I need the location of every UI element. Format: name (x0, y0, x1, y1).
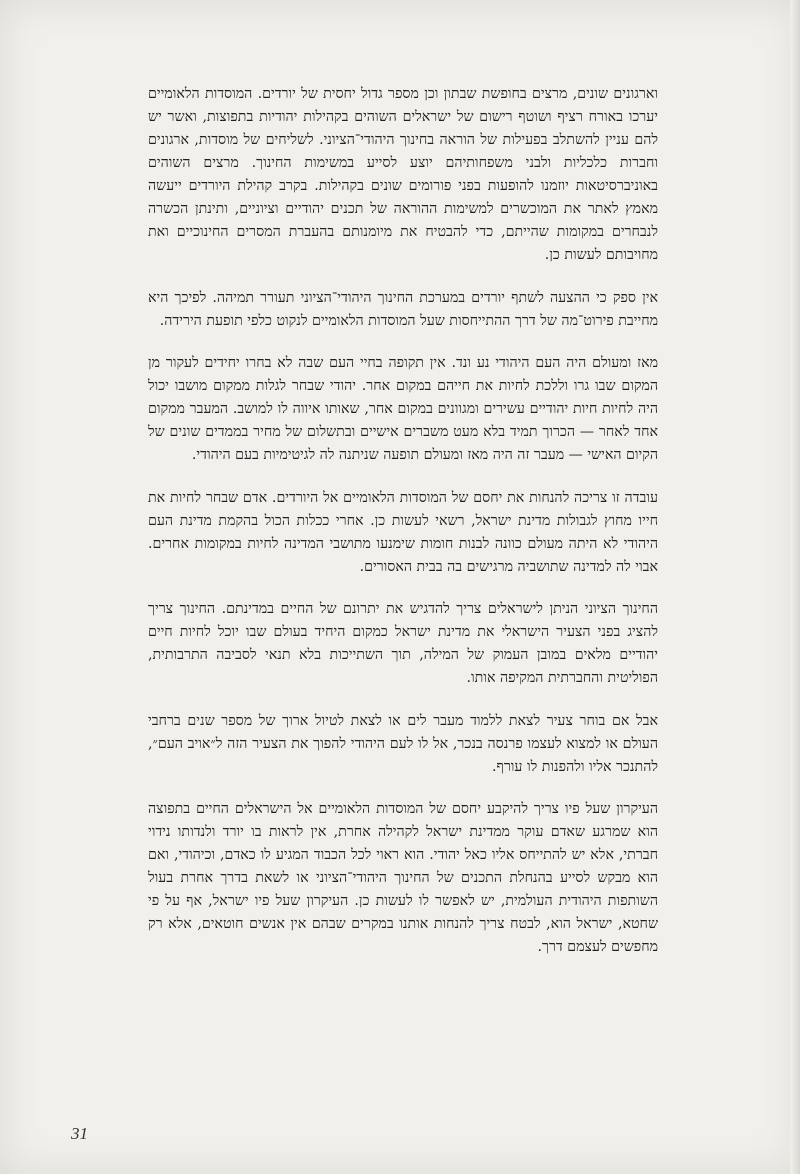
paragraph-4: עובדה זו צריכה להנחות את יחסם של המוסדות הלאומיים אל היורדים. אדם שבחר לחיות את חייו מחוץ לגבולות מדינת ישראל, רשאי לעשות כן. אחרי ככלות הכול בהקמת מדינת העם היהודי לא היתה מעולם כוונה לבנות חומות שימנעו מתושבי המדינה לחיות במקומות אחרים. אבוי לה למדינה שתושביה מרגישים בה בבית האסורים. (148, 489, 658, 575)
paragraph-3: מאז ומעולם היה העם היהודי נע ונד. אין תקופה בחיי העם שבה לא בחרו יחידים לעקור מן המקום שבו גרו וללכת לחיות את חייהם במקום אחר. יהודי שבחר לגלות ממקום מושבו יכול היה לחיות חיות יהודיים עשירים ומגוונים במקום אחר, שאותו איווה לו למושב. המעבר ממקום אחד לאחר — הכרוך תמיד בלא מעט משברים אישיים ובתשלום של מחיר בממדים שונים של הקיום האישי — מעבר זה היה מאז ומעולם תופעה שניתנה לה לגיטימיות בעם היהודי. (148, 355, 658, 463)
paragraph-2: אין ספק כי ההצעה לשתף יורדים במערכת החינוך היהודי־הציוני תעורר תמיהה. לפיכך היא מחייבת פירוט־מה של דרך ההתייחסות שעל המוסדות הלאומיים לנקוט כלפי תופעת הירידה. (148, 289, 658, 329)
body-text (148, 83, 658, 979)
paragraph-6: אבל אם בוחר צעיר לצאת ללמוד מעבר לים או לצאת לטיול ארוך של מספר שנים ברחבי העולם או למצוא לעצמו פרנסה בנכר, אל לו לעם היהודי להפוך את הצעיר הזה ל״אויב העם״, להתנכר אליו ולהפנות לו עורף. (148, 712, 658, 775)
paragraph-1: וארגונים שונים, מרצים בחופשת שבתון וכן מספר גדול יחסית של יורדים. המוסדות הלאומיים יערכו באורח רציף ושוטף רישום של ישראלים השוהים בקהילות יהודיות בתפוצות, ואשר יש להם עניין להשתלב בפעילות של הוראה בחינוך היהודי־הציוני. לשליחים של מוסדות, ארגונים וחברות כלכליות ולבני משפחותיהם יוצע לסייע במשימות החינוך. מרצים השוהים באוניברסיטאות יוזמנו להופעות בפני פורומים שונים בקהילות. בקרב קהילת היורדים ייעשה מאמץ לאתר את המוכשרים למשימות ההוראה של תכנים יהודיים וציוניים, ותינתן הכשרה לנבחרים במקומות שהייתם, כדי להבטיח את מיומנותם בהעברת המסרים החינוכיים ואת מחויבותם לעשות כן. (148, 86, 658, 263)
paragraph-7: העיקרון שעל פיו צריך להיקבע יחסם של המוסדות הלאומיים אל הישראלים החיים בתפוצה הוא שמרגע שאדם עוקר ממדינת ישראל לקהילה אחרת, אין לראות בו יורד ולנדותו נידוי חברתי, אלא יש להתייחס אליו כאל יהודי. הוא ראוי לכל הכבוד המגיע לו כאדם, וכיהודי, ואם הוא מבקש לסייע בהנחלת התכנים של החינוך היהודי־הציוני או לשאת בדרך אחרת בעול השותפות היהודית העולמית, יש לאפשר לו לעשות כן. העיקרון שעל פיו ישראל, אף על פי שחטא, ישראל הוא, לבטח צריך להנחות אותנו במקרים שבהם אין אנשים חוטאים, אלא רק מחפשים לעצמם דרך. (148, 801, 658, 955)
page-number: 31 (71, 1124, 88, 1143)
paragraph-5: החינוך הציוני הניתן לישראלים צריך להדגיש את יתרונם של החיים במדינתם. החינוך צריך להציג בפני הצעיר הישראלי את מדינת ישראל כמקום היחיד בעולם שבו יוכל לחיות חיים יהודיים מלאים במובן העמוק של המילה, תוך השתייכות בלא תנאי לסביבה התרבותית, הפוליטית והחברתית המקיפה אותו. (148, 601, 658, 686)
page-edge-shadow (790, 0, 800, 1174)
